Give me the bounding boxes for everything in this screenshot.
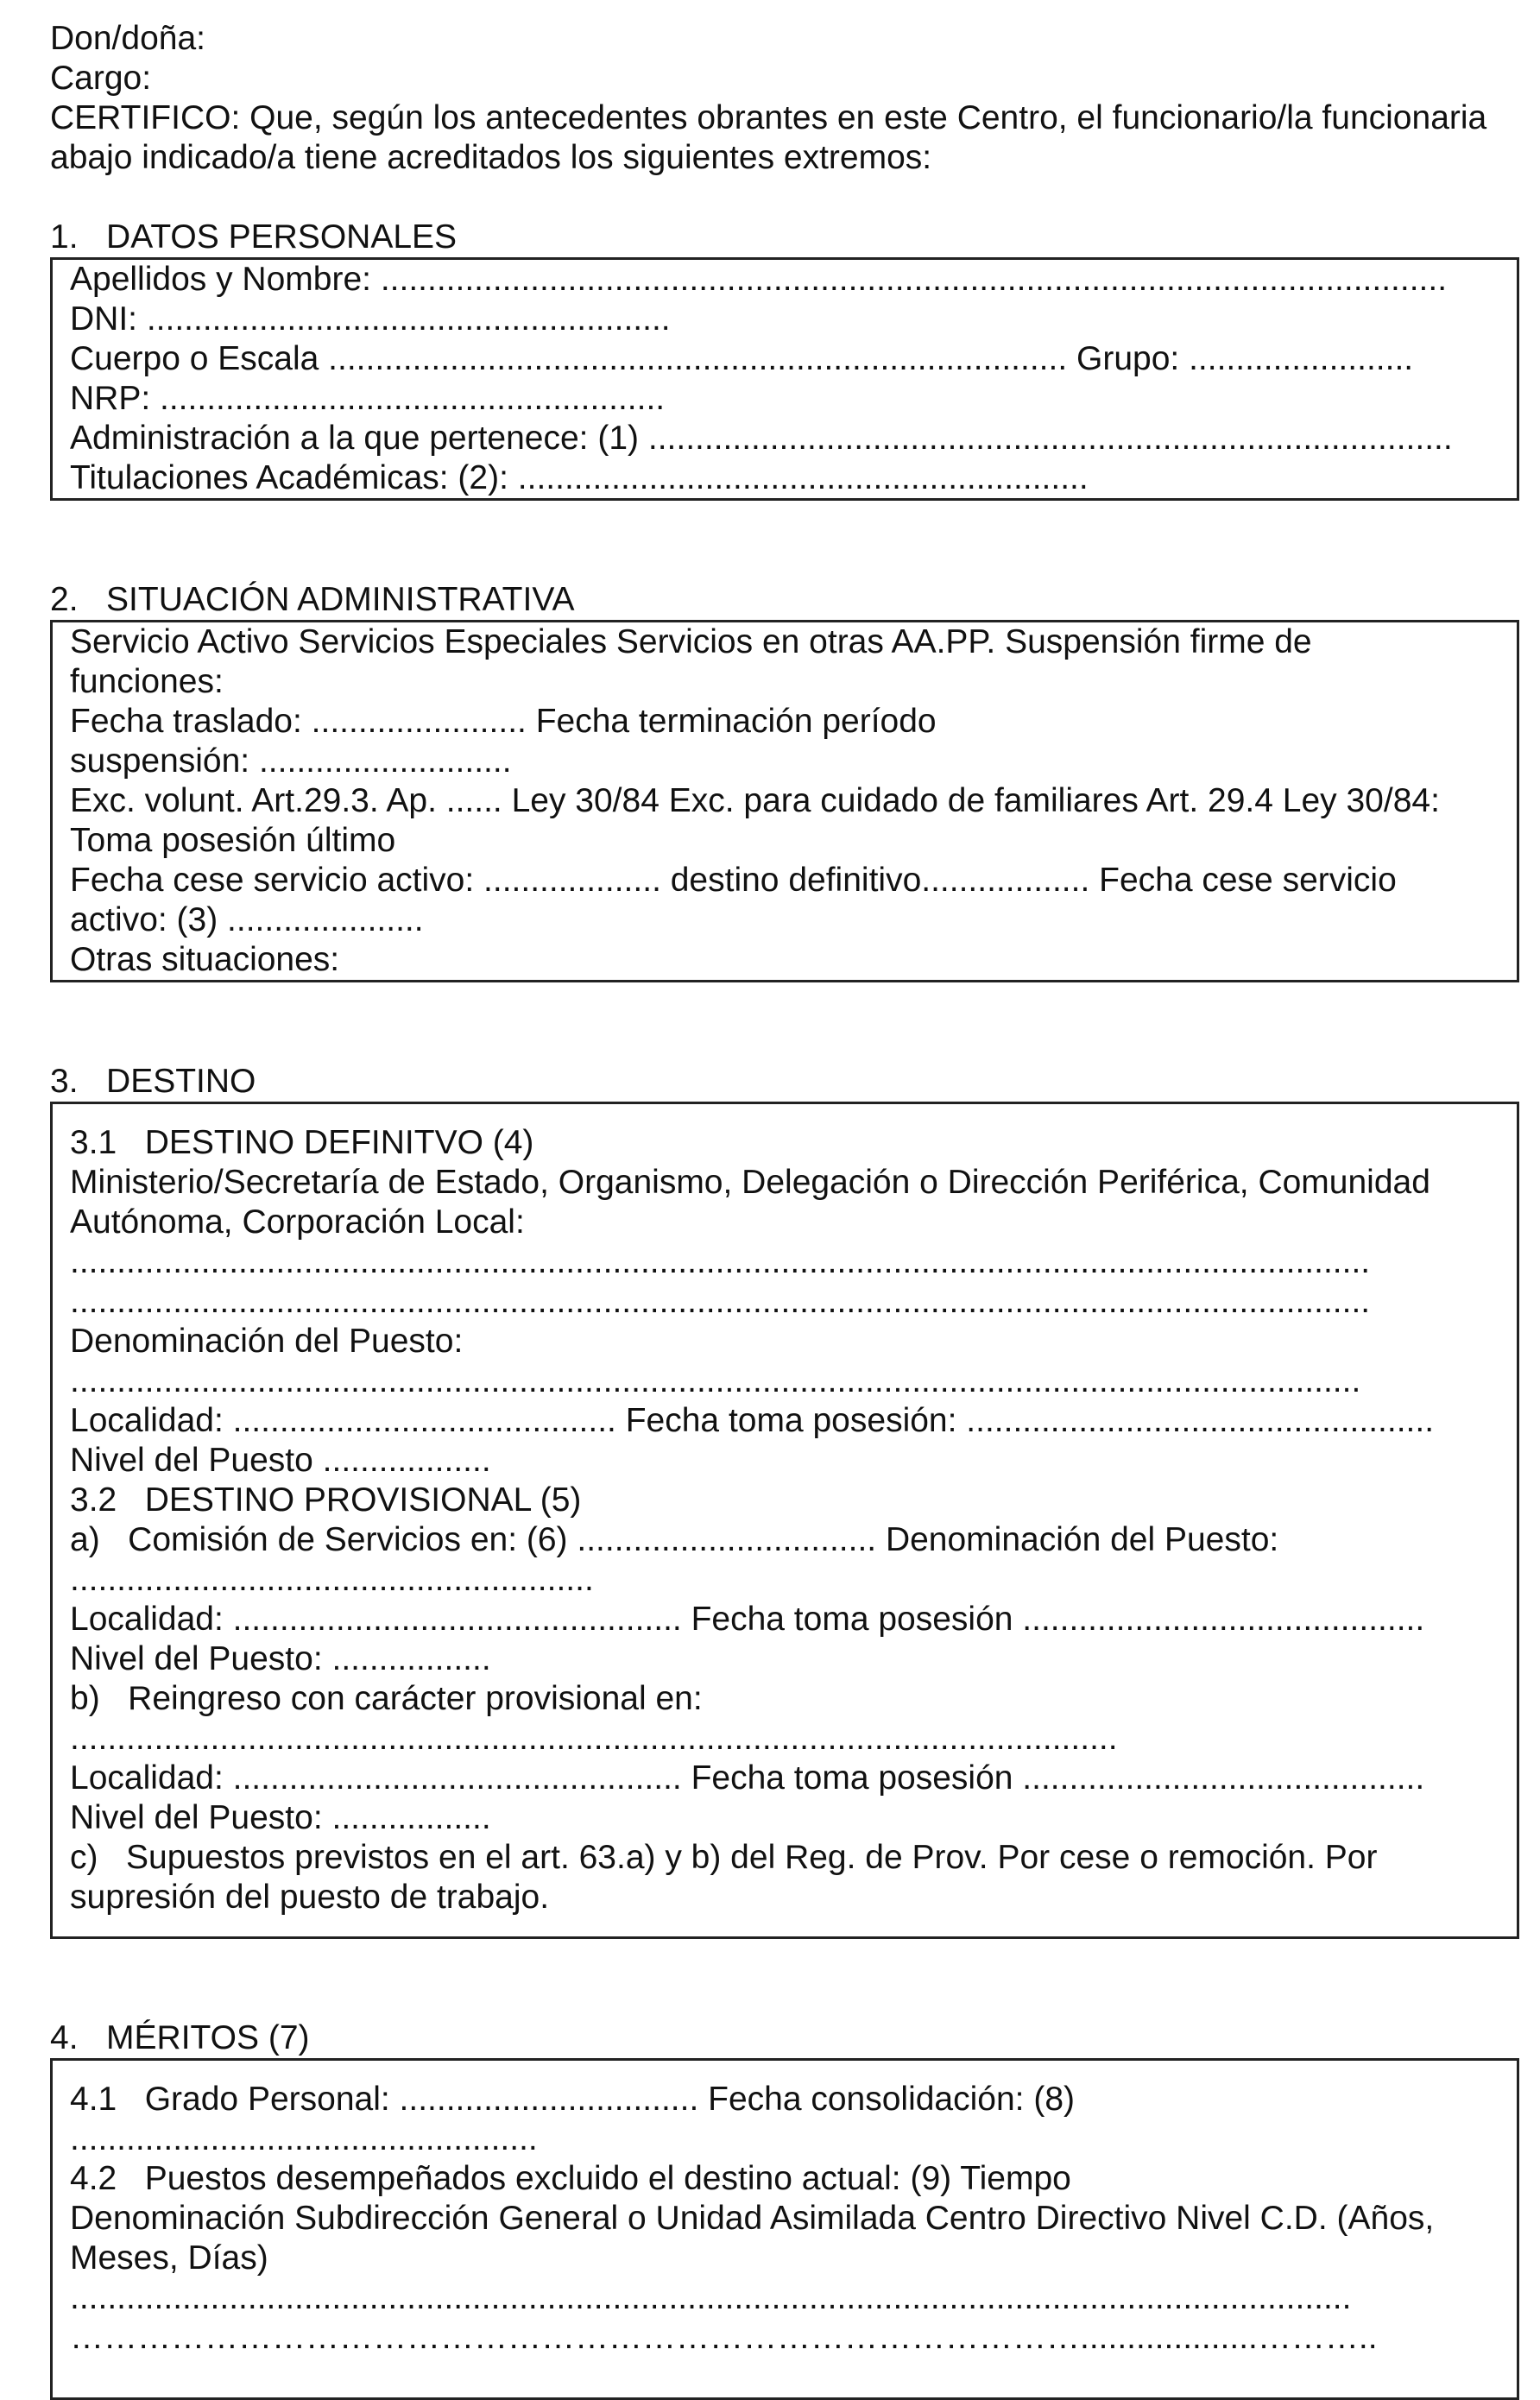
denominacion-puesto-label: Denominación del Puesto:	[70, 1323, 464, 1360]
meritos-box	[50, 2058, 1519, 2400]
situation-line-1: Servicio Activo Servicios Especiales Servicios en otras AA.PP. Suspensión firme de	[70, 623, 1312, 660]
personal-data-box	[50, 257, 1519, 501]
nivel-puesto-field-3: Nivel del Puesto: .................	[70, 1799, 491, 1836]
excedencia-line: Exc. volunt. Art.29.3. Ap. ...... Ley 30/84 Exc. para cuidado de familiares Art. 29.4 Ley 30/84:	[70, 782, 1440, 819]
destino-box	[50, 1102, 1519, 1939]
puestos-dots-1: .........................................................................................................................................	[70, 2279, 1352, 2316]
destino-provisional-heading: 3.2 DESTINO PROVISIONAL (5)	[70, 1481, 582, 1519]
localidad-fecha-field-1: Localidad: ......................................... Fecha toma posesión: ..................................................	[70, 1402, 1435, 1439]
ministerio-dots-2: ...........................................................................................................................................	[70, 1283, 1371, 1320]
activo-field: activo: (3) .....................	[70, 901, 424, 938]
localidad-fecha-field-3: Localidad: ................................................ Fecha toma posesión ...........................................	[70, 1759, 1425, 1797]
intro-certifico: CERTIFICO: Que, según los antecedentes obrantes en este Centro, el funcionario/la funcionaria abajo indicado/a tiene acreditados los siguientes extremos:	[50, 99, 1487, 176]
intro-don: Don/doña:	[50, 20, 205, 57]
titulaciones-field: Titulaciones Académicas: (2): .............................................................	[70, 459, 1089, 496]
situation-line-2: funciones:	[70, 663, 224, 700]
ministerio-line-2: Autónoma, Corporación Local:	[70, 1203, 525, 1241]
reingreso-dots: ................................................................................................................	[70, 1720, 1118, 1757]
destino-definitivo-heading: 3.1 DESTINO DEFINITVO (4)	[70, 1124, 534, 1161]
toma-posesion-ultimo: Toma posesión último	[70, 822, 396, 859]
intro-cargo: Cargo:	[50, 60, 152, 97]
nivel-puesto-field-2: Nivel del Puesto: .................	[70, 1640, 491, 1677]
denominacion-puesto-dots: ..........................................................................................................................................	[70, 1362, 1361, 1399]
reingreso-field: b) Reingreso con carácter provisional en:	[70, 1680, 703, 1717]
comision-servicios-field: a) Comisión de Servicios en: (6) ................................ Denominación del Puesto:	[70, 1521, 1279, 1558]
apellidos-nombre-field: Apellidos y Nombre: ..................................................................................................................	[70, 261, 1448, 298]
section-1-title: 1. DATOS PERSONALES	[50, 218, 458, 256]
puestos-dots-2: ………………………………………………………………………………...................………..	[70, 2319, 1378, 2356]
administrative-situation-box	[50, 620, 1519, 982]
nrp-field: NRP: ......................................................	[70, 380, 666, 417]
section-2-title: 2. SITUACIÓN ADMINISTRATIVA	[50, 581, 575, 618]
supuestos-line-2: supresión del puesto de trabajo.	[70, 1879, 550, 1916]
ministerio-dots-1: ...........................................................................................................................................	[70, 1243, 1371, 1280]
nivel-puesto-field-1: Nivel del Puesto ..................	[70, 1442, 491, 1479]
puestos-columns-line-2: Meses, Días)	[70, 2239, 268, 2277]
administracion-field: Administración a la que pertenece: (1) ......................................................................................	[70, 420, 1453, 457]
puestos-desempenados-heading: 4.2 Puestos desempeñados excluido el destino actual: (9) Tiempo	[70, 2160, 1071, 2197]
comision-dots: ........................................................	[70, 1561, 594, 1598]
fecha-cese-field: Fecha cese servicio activo: ................... destino definitivo.................. Fecha cese servicio	[70, 862, 1397, 899]
grado-personal-field: 4.1 Grado Personal: ................................ Fecha consolidación: (8)	[70, 2081, 1076, 2118]
dni-field: DNI: ........................................................	[70, 300, 671, 338]
certificate-document	[50, 19, 1518, 2400]
section-4-title: 4. MÉRITOS (7)	[50, 2019, 310, 2056]
ministerio-line-1: Ministerio/Secretaría de Estado, Organismo, Delegación o Dirección Periférica, Comunidad	[70, 1164, 1430, 1201]
otras-situaciones-field: Otras situaciones:	[70, 941, 340, 978]
supuestos-line-1: c) Supuestos previstos en el art. 63.a) y b) del Reg. de Prov. Por cese o remoción. Por	[70, 1839, 1378, 1876]
cuerpo-grupo-field: Cuerpo o Escala ............................................................................... Grupo: ........................	[70, 340, 1414, 377]
grado-dots: ..................................................	[70, 2120, 538, 2157]
section-3-title: 3. DESTINO	[50, 1063, 256, 1100]
puestos-columns-line-1: Denominación Subdirección General o Unidad Asimilada Centro Directivo Nivel C.D. (Años,	[70, 2200, 1435, 2237]
fecha-traslado-field: Fecha traslado: ....................... Fecha terminación período	[70, 703, 937, 740]
suspension-field: suspensión: ...........................	[70, 742, 512, 780]
localidad-fecha-field-2: Localidad: ................................................ Fecha toma posesión ...........................................	[70, 1601, 1425, 1638]
